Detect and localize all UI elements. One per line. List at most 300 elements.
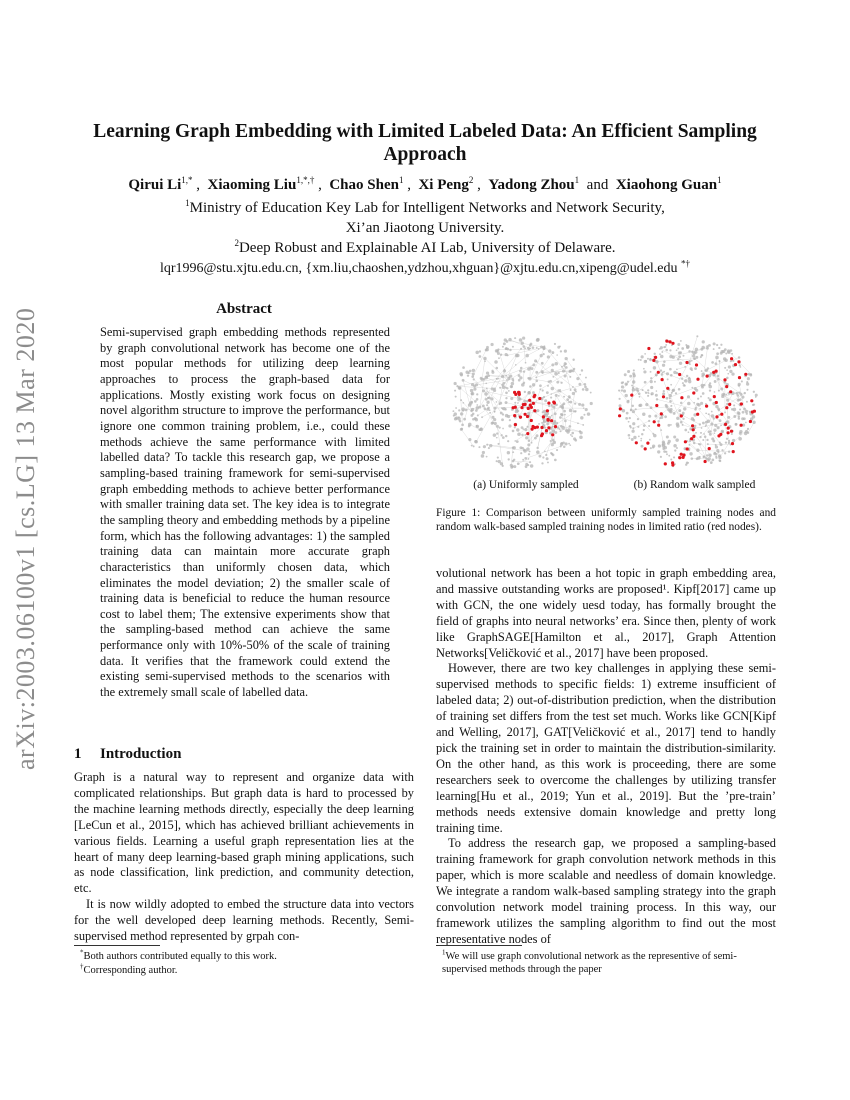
graph-edge	[476, 408, 495, 442]
graph-node	[528, 440, 531, 443]
paragraph: volutional network has been a hot topic in graph embedding area, and massive outstanding works are proposed¹. Kipf[2017] came up with GCN, the one widely uesd today, has formally brought the field of graphs into neural networks’ era. Since then, plenty of work like GraphSAGE[Hamilton et al., 2017], Graph Attention Networks[Veličković et al., 2017] have been proposed.	[436, 566, 776, 660]
graph-edge	[564, 366, 570, 390]
graph-node	[486, 456, 488, 458]
graph-node	[666, 397, 669, 400]
graph-node	[670, 405, 672, 407]
graph-node	[638, 435, 640, 437]
graph-node	[543, 420, 546, 423]
graph-node	[640, 440, 642, 442]
sampled-node	[691, 424, 694, 427]
graph-node	[542, 353, 544, 355]
graph-edge	[536, 353, 553, 378]
graph-node	[705, 370, 707, 372]
graph-node	[633, 374, 636, 377]
graph-node	[688, 377, 690, 379]
graph-node	[563, 396, 565, 398]
abstract-heading: Abstract	[216, 301, 272, 317]
sampled-node	[684, 440, 687, 443]
graph-node	[469, 370, 472, 373]
sampled-node	[712, 371, 715, 374]
graph-node	[663, 390, 665, 392]
section-title: Introduction	[100, 746, 182, 762]
graph-node	[505, 401, 508, 404]
graph-node	[499, 403, 501, 405]
graph-node	[642, 389, 644, 391]
graph-node	[727, 349, 731, 353]
graph-node	[505, 375, 507, 377]
graph-node	[650, 386, 653, 389]
graph-node	[476, 393, 478, 395]
graph-node	[724, 348, 727, 351]
graph-node	[471, 392, 474, 395]
sampled-node	[514, 423, 517, 426]
graph-node	[676, 349, 678, 351]
graph-node	[512, 451, 514, 453]
graph-node	[465, 371, 468, 374]
graph-node	[535, 376, 537, 378]
sampled-node	[644, 447, 647, 450]
graph-node	[648, 415, 651, 418]
graph-node	[501, 384, 504, 387]
graph-node	[654, 414, 657, 417]
graph-node	[579, 435, 583, 439]
graph-edge	[473, 350, 486, 377]
graph-node	[517, 462, 520, 465]
graph-node	[465, 408, 468, 411]
paragraph: However, there are two key challenges in applying these semi-supervised methods to specific fields: 1) extreme insufficient of labeled data; 2) out-of-distribution prediction, when the distribution of training set differs from the test set much. Works like GCN[Kipf and Welling, 2017], GAT[Veličković et al., 2017] tend to handly pick the training set in order to maintain the distribution-similarity. On the other hand, as this work is proceeding, there are some researchers seek to overcome the challenges by utilizing transfer learning[Hu et al., 2019; Yun et al., 2019]. But the ’pre-train’ methods needs extensive domain knowledge and pretty long training time.	[436, 661, 776, 835]
graph-node	[707, 419, 711, 423]
sampled-node	[646, 442, 649, 445]
graph-node	[520, 367, 523, 370]
graph-node	[660, 355, 664, 359]
graph-node	[738, 437, 742, 441]
sampled-node	[541, 432, 544, 435]
graph-node	[554, 412, 557, 415]
graph-node	[554, 343, 556, 345]
graph-node	[688, 350, 691, 353]
graph-node	[747, 432, 749, 434]
graph-node	[714, 391, 716, 393]
sampled-node	[678, 456, 681, 459]
graph-node	[473, 378, 475, 380]
graph-node	[629, 417, 631, 419]
graph-node	[579, 374, 581, 376]
graph-node	[708, 454, 711, 457]
graph-node	[478, 446, 480, 448]
graph-node	[667, 424, 670, 427]
sampled-node	[526, 432, 529, 435]
graph-node	[455, 396, 457, 398]
graph-node	[732, 439, 735, 442]
graph-node	[584, 383, 587, 386]
graph-node	[484, 392, 488, 396]
graph-node	[755, 394, 758, 397]
graph-node	[638, 359, 640, 361]
graph-node	[725, 353, 727, 355]
author-mark: 1	[717, 175, 722, 185]
graph-node	[678, 351, 681, 354]
graph-node	[569, 397, 571, 399]
graph-node	[628, 421, 630, 423]
graph-node	[484, 360, 486, 362]
sampled-node	[729, 390, 732, 393]
graph-node	[709, 382, 711, 384]
graph-node	[497, 443, 499, 445]
affiliation-text: Xi’an Jiaotong University.	[345, 220, 505, 236]
graph-node	[670, 384, 672, 386]
graph-node	[728, 451, 730, 453]
graph-node	[720, 387, 723, 390]
graph-node	[719, 460, 721, 462]
graph-node	[536, 450, 540, 454]
graph-node	[626, 400, 629, 403]
graph-node	[496, 432, 498, 434]
graph-node	[739, 409, 741, 411]
graph-node	[561, 426, 565, 430]
graph-node	[486, 444, 488, 446]
graph-edge	[677, 367, 685, 369]
graph-node	[485, 398, 488, 401]
graph-node	[569, 409, 572, 412]
graph-node	[647, 392, 649, 394]
graph-node	[728, 365, 731, 368]
graph-node	[486, 371, 489, 374]
left-column-text	[74, 770, 414, 945]
sampled-node	[751, 410, 754, 413]
graph-node	[668, 409, 671, 412]
graph-node	[572, 369, 575, 372]
graph-node	[506, 379, 508, 381]
graph-node	[525, 354, 529, 358]
graph-node	[726, 377, 729, 380]
graph-node	[745, 410, 748, 413]
graph-node	[564, 420, 567, 423]
graph-node	[515, 364, 517, 366]
graph-edge	[494, 379, 508, 412]
sampled-node	[725, 406, 728, 409]
graph-node	[661, 373, 664, 376]
graph-node	[508, 458, 510, 460]
graph-node	[711, 411, 713, 413]
graph-node	[542, 347, 545, 350]
graph-node	[459, 420, 462, 423]
graph-node	[529, 461, 531, 463]
graph-node	[527, 464, 529, 466]
graph-edge	[699, 444, 706, 458]
graph-node	[551, 404, 553, 406]
graph-node	[462, 366, 465, 369]
sampled-node	[682, 454, 685, 457]
sampled-node	[737, 360, 740, 363]
graph-node	[700, 432, 702, 434]
graph-node	[504, 408, 506, 410]
graph-node	[709, 389, 711, 391]
graph-node	[481, 454, 485, 458]
graph-node	[458, 409, 460, 411]
graph-node	[677, 343, 680, 346]
graph-node	[630, 409, 632, 411]
graph-node	[585, 388, 589, 392]
graph-node	[712, 374, 715, 377]
graph-node	[689, 452, 692, 455]
email-marks: *†	[681, 258, 691, 269]
graph-node	[486, 401, 489, 404]
graph-node	[681, 377, 683, 379]
sampled-node	[740, 402, 743, 405]
graph-node	[455, 416, 458, 419]
sampled-node	[708, 447, 711, 450]
graph-node	[520, 348, 522, 350]
graph-node	[574, 439, 577, 442]
graph-node	[724, 367, 726, 369]
graph-node	[701, 372, 705, 376]
graph-node	[571, 432, 574, 435]
graph-node	[711, 361, 714, 364]
graph-node	[651, 392, 654, 395]
graph-node	[640, 438, 642, 440]
sampled-node	[513, 414, 516, 417]
graph-node	[494, 387, 496, 389]
graph-node	[644, 381, 647, 384]
graph-node	[627, 370, 630, 373]
graph-node	[485, 349, 488, 352]
graph-node	[502, 428, 504, 430]
graph-node	[661, 351, 663, 353]
graph-node	[703, 456, 705, 458]
sampled-node	[692, 391, 695, 394]
sampled-node	[738, 376, 741, 379]
graph-node	[454, 390, 456, 392]
graph-node	[521, 341, 524, 344]
graph-node	[700, 402, 703, 405]
footnote-text: Both authors contributed equally to this work.	[83, 951, 277, 962]
graph-node	[712, 440, 715, 443]
graph-node	[573, 410, 575, 412]
graph-node	[629, 375, 632, 378]
footnote-mark: †	[80, 962, 84, 971]
graph-node	[650, 380, 653, 383]
graph-node	[496, 378, 498, 380]
graph-node	[656, 398, 658, 400]
graph-node	[741, 380, 743, 382]
graph-node	[525, 362, 527, 364]
sampled-node	[692, 428, 695, 431]
graph-node	[490, 343, 493, 346]
author-name: Chao Shen	[329, 177, 399, 193]
graph-node	[650, 406, 653, 409]
graph-node	[678, 388, 681, 391]
graph-node	[582, 388, 585, 391]
graph-node	[652, 433, 654, 435]
graph-node	[752, 421, 755, 424]
graph-node	[476, 425, 479, 428]
graph-node	[575, 391, 577, 393]
graph-node	[577, 422, 579, 424]
graph-node	[572, 359, 574, 361]
graph-node	[507, 451, 510, 454]
graph-node	[560, 445, 562, 447]
affiliation-mark: 1	[185, 198, 190, 208]
sampled-node	[512, 406, 515, 409]
graph-node	[542, 372, 544, 374]
sampled-node	[554, 425, 557, 428]
graph-node	[453, 412, 457, 416]
graph-node	[645, 360, 647, 362]
graph-node	[473, 385, 476, 388]
graph-node	[675, 438, 678, 441]
graph-node	[667, 378, 669, 380]
graph-edge	[483, 406, 501, 435]
graph-node	[672, 356, 675, 359]
graph-node	[552, 376, 554, 378]
footnote	[80, 964, 177, 977]
graph-node	[479, 355, 482, 358]
graph-node	[638, 392, 641, 395]
graph-edge	[503, 356, 528, 377]
graph-node	[716, 453, 718, 455]
graph-node	[709, 433, 712, 436]
graph-node	[720, 344, 722, 346]
graph-node	[653, 366, 656, 369]
graph-node	[475, 351, 479, 355]
graph-node	[724, 452, 726, 454]
graph-edge	[566, 359, 585, 387]
graph-node	[558, 395, 560, 397]
graph-node	[753, 403, 755, 405]
graph-node	[487, 374, 490, 377]
graph-node	[714, 424, 717, 427]
graph-node	[713, 417, 715, 419]
graph-node	[518, 379, 521, 382]
graph-node	[552, 426, 554, 428]
graph-node	[556, 422, 558, 424]
graph-node	[660, 429, 662, 431]
graph-node	[717, 378, 720, 381]
graph-node	[551, 369, 554, 372]
graph-node	[584, 386, 587, 389]
graph-node	[556, 381, 559, 384]
graph-node	[678, 355, 681, 358]
graph-node	[560, 413, 563, 416]
graph-node	[695, 407, 697, 409]
graph-node	[541, 462, 543, 464]
author-mark: 2	[468, 175, 474, 185]
graph-node	[674, 449, 676, 451]
graph-node	[708, 385, 712, 389]
graph-node	[664, 415, 667, 418]
graph-node	[720, 350, 723, 353]
graph-node	[725, 394, 727, 396]
sampled-node	[680, 396, 683, 399]
section-number: 1	[74, 746, 82, 762]
graph-node	[740, 366, 742, 368]
graph-node	[737, 411, 740, 414]
graph-node	[508, 424, 511, 427]
sampled-node	[635, 441, 638, 444]
graph-edge	[480, 379, 484, 407]
graph-edge	[702, 348, 707, 385]
graph-node	[488, 447, 490, 449]
graph-node	[755, 396, 757, 398]
graph-node	[658, 444, 661, 447]
graph-node	[707, 367, 709, 369]
graph-node	[675, 392, 677, 394]
sampled-node	[619, 407, 622, 410]
graph-node	[662, 364, 665, 367]
sampled-node	[546, 409, 549, 412]
graph-node	[693, 352, 696, 355]
graph-node	[516, 428, 519, 431]
sampled-node	[654, 356, 657, 359]
author-emails	[74, 259, 776, 278]
graph-node	[721, 393, 724, 396]
graph-node	[669, 349, 671, 351]
graph-node	[550, 393, 552, 395]
graph-node	[705, 457, 707, 459]
graph-node	[580, 416, 583, 419]
graph-edge	[511, 448, 513, 466]
graph-node	[746, 389, 748, 391]
graph-node	[655, 394, 658, 397]
graph-node	[539, 384, 542, 387]
graph-node	[534, 437, 537, 440]
graph-node	[462, 379, 465, 382]
graph-node	[747, 377, 750, 380]
graph-node	[545, 454, 547, 456]
graph-node	[621, 389, 623, 391]
sampled-node	[517, 391, 520, 394]
graph-node	[489, 412, 491, 414]
sampled-node	[686, 447, 689, 450]
graph-node	[693, 442, 696, 445]
graph-node	[522, 336, 525, 339]
graph-node	[619, 398, 621, 400]
graph-node	[741, 396, 744, 399]
graph-node	[702, 392, 705, 395]
graph-node	[720, 424, 722, 426]
graph-node	[696, 335, 698, 337]
graph-node	[551, 351, 554, 354]
graph-node	[703, 433, 705, 435]
graph-node	[471, 408, 474, 411]
graph-node	[460, 399, 462, 401]
sampled-node	[725, 385, 728, 388]
graph-node	[585, 408, 588, 411]
sampled-node	[720, 413, 723, 416]
graph-node	[673, 371, 676, 374]
graph-node	[528, 453, 530, 455]
graph-uniform-sampled	[452, 336, 592, 468]
affiliation-1	[74, 199, 776, 218]
graph-node	[485, 383, 487, 385]
sampled-node	[732, 450, 735, 453]
graph-node	[663, 360, 666, 363]
graph-node	[726, 403, 728, 405]
graph-node	[644, 353, 646, 355]
sampled-node	[551, 433, 554, 436]
graph-node	[670, 424, 672, 426]
graph-node	[520, 452, 522, 454]
graph-node	[454, 382, 457, 385]
graph-node	[512, 380, 514, 382]
graph-node	[556, 354, 558, 356]
graph-node	[731, 353, 733, 355]
graph-node	[680, 402, 683, 405]
graph-node	[716, 352, 719, 355]
graph-node	[527, 347, 530, 350]
graph-node	[578, 403, 581, 406]
graph-node	[555, 394, 558, 397]
